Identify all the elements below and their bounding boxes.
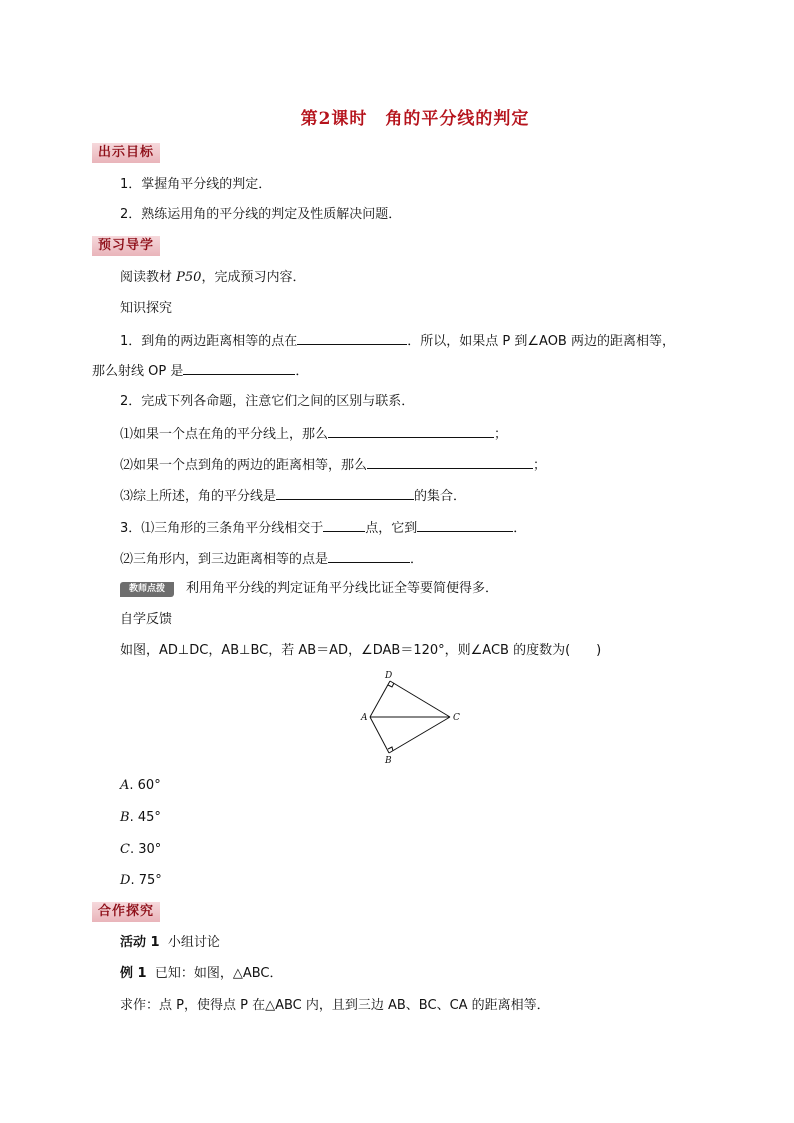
section-tag-cooperate: 合作探究 xyxy=(92,902,160,922)
question-2: 2．完成下列各命题，注意它们之间的区别与联系． xyxy=(120,394,415,409)
answer-blank[interactable] xyxy=(417,518,513,532)
objective-1: 1．掌握角平分线的判定． xyxy=(120,177,272,192)
question-3-2 xyxy=(120,549,423,569)
example-text: 已知：如图，△ABC． xyxy=(154,966,283,981)
answer-blank[interactable] xyxy=(328,424,494,438)
read-page: P50 xyxy=(176,270,202,285)
page-title: 第2课时 角的平分线的判定 xyxy=(300,109,530,129)
answer-blank[interactable] xyxy=(367,455,533,469)
q2-1-end: ； xyxy=(494,427,508,442)
activity-text: 小组讨论 xyxy=(167,935,220,950)
q3-1-end: ． xyxy=(513,521,527,536)
q1-text-a: 1．到角的两边距离相等的点在 xyxy=(120,334,298,349)
option-text: . 45° xyxy=(129,810,161,825)
option-d[interactable] xyxy=(120,872,162,890)
activity-label: 活动 1 xyxy=(120,935,160,950)
knowledge-heading: 知识探究 xyxy=(120,301,173,316)
label-b: B xyxy=(385,756,392,766)
option-a[interactable] xyxy=(120,777,161,795)
option-text: . 75° xyxy=(130,873,162,888)
feedback-question: 如图，AD⊥DC，AB⊥BC，若 AB＝AD，∠DAB＝120°，则∠ACB 的度数为( ) xyxy=(120,643,602,658)
teacher-tip-badge: 教师点拨 xyxy=(120,582,174,597)
objective-2: 2．熟练运用角的平分线的判定及性质解决问题． xyxy=(120,207,402,222)
segment-ad xyxy=(370,681,390,717)
label-a: A xyxy=(361,713,368,723)
q1-text-c: 那么射线 OP 是 xyxy=(92,364,184,379)
option-letter: B xyxy=(120,810,130,825)
q3-2-end: ． xyxy=(410,552,424,567)
triangle-figure xyxy=(350,668,470,768)
segment-ab xyxy=(370,717,389,753)
question-2-2 xyxy=(120,455,546,475)
q3-1-mid: 点，它到 xyxy=(365,521,418,536)
example-task: 求作：点 P，使得点 P 在△ABC 内，且到三边 AB、BC、CA 的距离相等． xyxy=(120,998,550,1013)
right-angle-mark-b xyxy=(388,747,393,751)
option-letter: A xyxy=(120,778,130,793)
option-letter: D xyxy=(120,873,131,888)
answer-blank[interactable] xyxy=(183,361,295,375)
label-c: C xyxy=(453,713,460,723)
question-2-3 xyxy=(120,486,466,506)
section-tag-preview: 预习导学 xyxy=(92,236,160,256)
read-prefix: 阅读教材 xyxy=(120,270,173,285)
section-tag-objectives: 出示目标 xyxy=(92,143,160,163)
question-3-1 xyxy=(120,518,526,538)
question-1-line-1 xyxy=(120,331,675,351)
q2-3-text: ⑶综上所述，角的平分线是 xyxy=(120,489,277,504)
segment-bc xyxy=(389,717,450,753)
option-text: . 60° xyxy=(129,778,161,793)
activity-1 xyxy=(120,934,220,952)
segment-dc xyxy=(390,681,450,717)
answer-blank[interactable] xyxy=(328,549,410,563)
option-text: . 30° xyxy=(129,842,162,857)
label-d: D xyxy=(385,671,393,681)
question-1-line-2 xyxy=(92,361,308,381)
teacher-tip-text: 利用角平分线的判定证角平分线比证全等要简便得多． xyxy=(186,581,499,596)
option-b[interactable] xyxy=(120,809,161,827)
reading-instruction xyxy=(120,269,305,287)
read-suffix: ，完成预习内容． xyxy=(201,270,306,285)
q2-2-text: ⑵如果一个点到角的两边的距离相等，那么 xyxy=(120,458,368,473)
q3-1-text: 3．⑴三角形的三条角平分线相交于 xyxy=(120,521,324,536)
question-2-1 xyxy=(120,424,507,444)
example-label: 例 1 xyxy=(120,966,147,981)
answer-blank[interactable] xyxy=(276,486,414,500)
answer-blank[interactable] xyxy=(297,331,407,345)
q2-3-end: 的集合． xyxy=(414,489,467,504)
q2-2-end: ； xyxy=(533,458,547,473)
example-1 xyxy=(120,965,283,983)
answer-blank[interactable] xyxy=(323,518,365,532)
feedback-heading: 自学反馈 xyxy=(120,612,173,627)
q1-text-b: ．所以，如果点 P 到∠AOB 两边的距离相等， xyxy=(407,334,675,349)
q2-1-text: ⑴如果一个点在角的平分线上，那么 xyxy=(120,427,329,442)
q1-text-d: ． xyxy=(295,364,309,379)
option-c[interactable] xyxy=(120,841,161,859)
q3-2-text: ⑵三角形内，到三边距离相等的点是 xyxy=(120,552,329,567)
option-letter: C xyxy=(120,842,130,857)
